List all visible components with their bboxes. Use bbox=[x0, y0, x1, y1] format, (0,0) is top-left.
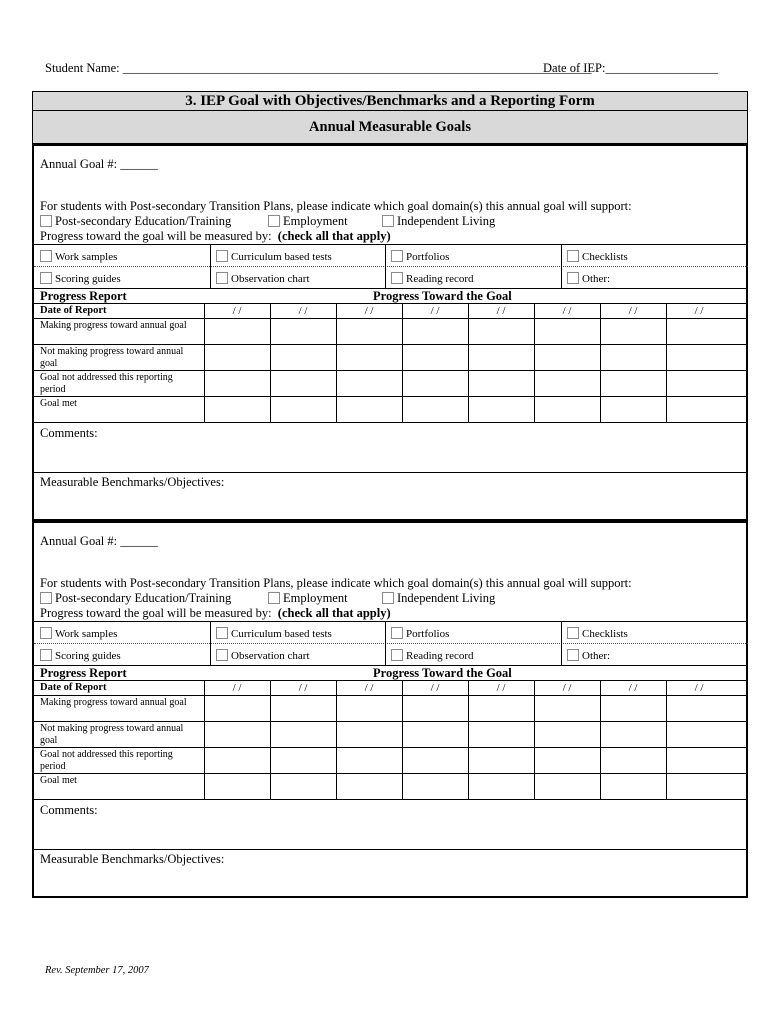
measure-reading-record[interactable] bbox=[391, 649, 474, 662]
grid-line bbox=[34, 721, 748, 722]
grid-line bbox=[468, 680, 469, 799]
grid-line bbox=[34, 621, 748, 622]
measure-curriculum-tests[interactable] bbox=[216, 627, 332, 640]
grid-line bbox=[336, 680, 337, 799]
measure-label: Curriculum based tests bbox=[231, 628, 332, 640]
grid-line bbox=[34, 303, 748, 304]
revision-note: Rev. September 17, 2007 bbox=[45, 965, 149, 976]
grid-line bbox=[204, 303, 205, 422]
student-name-field[interactable]: Student Name: ___________________________________________________________________________ bbox=[45, 61, 592, 75]
grid-line bbox=[34, 370, 748, 371]
checkbox-icon[interactable] bbox=[391, 250, 403, 262]
measure-checklists[interactable] bbox=[567, 250, 628, 263]
title-divider bbox=[33, 110, 747, 111]
grid-line bbox=[34, 244, 748, 245]
form-subtitle: Annual Measurable Goals bbox=[309, 119, 471, 135]
date-slot-1[interactable]: / / bbox=[232, 682, 242, 694]
grid-line bbox=[34, 422, 748, 423]
grid-line bbox=[385, 621, 386, 665]
grid-line bbox=[210, 244, 211, 288]
measure-label: Work samples bbox=[55, 628, 118, 640]
progress-toward-goal-label: Progress Toward the Goal bbox=[373, 289, 512, 303]
measure-label: Observation chart bbox=[231, 650, 310, 662]
measure-label: Portfolios bbox=[406, 251, 450, 263]
measure-portfolios[interactable] bbox=[391, 250, 449, 263]
date-slot-5[interactable]: / / bbox=[496, 682, 506, 694]
checkbox-icon[interactable] bbox=[567, 250, 579, 262]
date-of-iep-field[interactable]: Date of IEP:__________________ bbox=[543, 61, 718, 75]
grid-line bbox=[534, 680, 535, 799]
domain-label: Independent Living bbox=[397, 591, 496, 605]
measured-by-line bbox=[40, 606, 391, 621]
domain-postsecondary[interactable] bbox=[40, 214, 231, 229]
measure-label: Scoring guides bbox=[55, 650, 121, 662]
date-slot-7[interactable]: / / bbox=[628, 682, 638, 694]
measure-reading-record[interactable] bbox=[391, 272, 474, 285]
progress-report-label: Progress Report bbox=[40, 289, 127, 303]
date-slot-2[interactable]: / / bbox=[298, 305, 308, 317]
measured-by-label: Progress toward the goal will be measured by: bbox=[40, 229, 272, 243]
measure-curriculum-tests[interactable] bbox=[216, 250, 332, 263]
date-of-report-label: Date of Report bbox=[40, 305, 107, 316]
status-making-progress: Making progress toward annual goal bbox=[40, 320, 187, 331]
grid-line bbox=[34, 747, 748, 748]
date-slot-6[interactable]: / / bbox=[562, 305, 572, 317]
date-slot-4[interactable]: / / bbox=[430, 305, 440, 317]
checkbox-icon[interactable] bbox=[40, 272, 52, 284]
form-title-box bbox=[32, 91, 748, 144]
status-goal-met: Goal met bbox=[40, 398, 77, 409]
grid-line bbox=[402, 680, 403, 799]
domain-label: Post-secondary Education/Training bbox=[55, 214, 232, 228]
annual-goal-number-field[interactable]: Annual Goal #: ______ bbox=[40, 534, 158, 548]
checkbox-icon[interactable] bbox=[567, 649, 579, 661]
benchmarks-label: Measurable Benchmarks/Objectives: bbox=[40, 475, 225, 489]
grid-line bbox=[270, 303, 271, 422]
date-slot-3[interactable]: / / bbox=[364, 682, 374, 694]
checkbox-icon[interactable] bbox=[216, 250, 228, 262]
check-all-note: (check all that apply) bbox=[277, 606, 391, 620]
date-slot-3[interactable]: / / bbox=[364, 305, 374, 317]
grid-line bbox=[385, 244, 386, 288]
grid-line bbox=[336, 303, 337, 422]
measure-observation-chart[interactable] bbox=[216, 649, 310, 662]
grid-line bbox=[666, 303, 667, 422]
progress-report-label: Progress Report bbox=[40, 666, 127, 680]
checkbox-icon[interactable] bbox=[40, 215, 52, 227]
grid-line bbox=[600, 680, 601, 799]
grid-line bbox=[534, 303, 535, 422]
status-making-progress: Making progress toward annual goal bbox=[40, 697, 187, 708]
goal-block bbox=[32, 144, 748, 521]
measure-checklists[interactable] bbox=[567, 627, 628, 640]
measure-label: Work samples bbox=[55, 251, 118, 263]
comments-label: Comments: bbox=[40, 803, 98, 817]
grid-line bbox=[561, 244, 562, 288]
transition-prompt: For students with Post-secondary Transition Plans, please indicate which goal domain(s) this annual goal will support: bbox=[40, 199, 632, 213]
measure-label: Reading record bbox=[406, 273, 474, 285]
domain-postsecondary[interactable] bbox=[40, 591, 231, 606]
domain-label: Employment bbox=[283, 591, 348, 605]
status-not-addressed: Goal not addressed this reporting period bbox=[40, 372, 173, 395]
status-not-making-progress: Not making progress toward annual goal bbox=[40, 346, 184, 369]
date-slot-6[interactable]: / / bbox=[562, 682, 572, 694]
date-slot-8[interactable]: / / bbox=[694, 682, 704, 694]
grid-line bbox=[34, 680, 748, 681]
checkbox-icon[interactable] bbox=[567, 272, 579, 284]
grid-line bbox=[270, 680, 271, 799]
status-not-making-progress: Not making progress toward annual goal bbox=[40, 723, 184, 746]
measure-work-samples[interactable] bbox=[40, 250, 117, 263]
checkbox-icon[interactable] bbox=[40, 592, 52, 604]
date-slot-1[interactable]: / / bbox=[232, 305, 242, 317]
checkbox-icon[interactable] bbox=[216, 272, 228, 284]
measure-label: Checklists bbox=[582, 251, 628, 263]
domain-employment[interactable] bbox=[268, 214, 348, 229]
comments-label: Comments: bbox=[40, 426, 98, 440]
checkbox-icon[interactable] bbox=[268, 592, 280, 604]
domain-employment[interactable] bbox=[268, 591, 348, 606]
checkbox-icon[interactable] bbox=[40, 627, 52, 639]
date-slot-8[interactable]: / / bbox=[694, 305, 704, 317]
checkbox-icon[interactable] bbox=[391, 649, 403, 661]
benchmarks-label: Measurable Benchmarks/Objectives: bbox=[40, 852, 225, 866]
checkbox-icon[interactable] bbox=[216, 649, 228, 661]
grid-line bbox=[34, 773, 748, 774]
goal-block bbox=[32, 521, 748, 898]
status-not-addressed: Goal not addressed this reporting period bbox=[40, 749, 173, 772]
grid-line bbox=[34, 396, 748, 397]
date-slot-5[interactable]: / / bbox=[496, 305, 506, 317]
grid-line bbox=[561, 621, 562, 665]
measure-scoring-guides[interactable] bbox=[40, 272, 121, 285]
measure-other[interactable] bbox=[567, 649, 610, 662]
grid-line bbox=[34, 643, 748, 644]
status-goal-met: Goal met bbox=[40, 775, 77, 786]
date-slot-4[interactable]: / / bbox=[430, 682, 440, 694]
measure-other[interactable] bbox=[567, 272, 610, 285]
date-of-report-label: Date of Report bbox=[40, 682, 107, 693]
checkbox-icon[interactable] bbox=[216, 627, 228, 639]
grid-line bbox=[34, 472, 748, 473]
transition-prompt: For students with Post-secondary Transition Plans, please indicate which goal domain(s) this annual goal will support: bbox=[40, 576, 632, 590]
measure-label: Reading record bbox=[406, 650, 474, 662]
domain-label: Post-secondary Education/Training bbox=[55, 591, 232, 605]
checkbox-icon[interactable] bbox=[391, 627, 403, 639]
progress-toward-goal-label: Progress Toward the Goal bbox=[373, 666, 512, 680]
check-all-note: (check all that apply) bbox=[277, 229, 391, 243]
grid-line bbox=[34, 695, 748, 696]
measure-label: Portfolios bbox=[406, 628, 450, 640]
measured-by-label: Progress toward the goal will be measured by: bbox=[40, 606, 272, 620]
checkbox-icon[interactable] bbox=[382, 592, 394, 604]
checkbox-icon[interactable] bbox=[40, 250, 52, 262]
measure-label: Checklists bbox=[582, 628, 628, 640]
measure-label: Observation chart bbox=[231, 273, 310, 285]
measure-label: Curriculum based tests bbox=[231, 251, 332, 263]
domain-label: Independent Living bbox=[397, 214, 496, 228]
checkbox-icon[interactable] bbox=[40, 649, 52, 661]
checkbox-icon[interactable] bbox=[567, 627, 579, 639]
grid-line bbox=[210, 621, 211, 665]
grid-line bbox=[34, 266, 748, 267]
domain-independent-living[interactable] bbox=[382, 591, 495, 606]
checkbox-icon[interactable] bbox=[391, 272, 403, 284]
domain-label: Employment bbox=[283, 214, 348, 228]
measure-label: Scoring guides bbox=[55, 273, 121, 285]
grid-line bbox=[34, 344, 748, 345]
annual-goal-number-field[interactable]: Annual Goal #: ______ bbox=[40, 157, 158, 171]
grid-line bbox=[34, 799, 748, 800]
date-slot-7[interactable]: / / bbox=[628, 305, 638, 317]
measure-work-samples[interactable] bbox=[40, 627, 117, 640]
domain-independent-living[interactable] bbox=[382, 214, 495, 229]
checkbox-icon[interactable] bbox=[382, 215, 394, 227]
grid-line bbox=[34, 849, 748, 850]
grid-line bbox=[666, 680, 667, 799]
measure-observation-chart[interactable] bbox=[216, 272, 310, 285]
measured-by-line bbox=[40, 229, 391, 244]
grid-line bbox=[468, 303, 469, 422]
measure-portfolios[interactable] bbox=[391, 627, 449, 640]
measure-label: Other: bbox=[582, 650, 611, 662]
grid-line bbox=[34, 318, 748, 319]
date-slot-2[interactable]: / / bbox=[298, 682, 308, 694]
measure-scoring-guides[interactable] bbox=[40, 649, 121, 662]
grid-line bbox=[600, 303, 601, 422]
measure-label: Other: bbox=[582, 273, 611, 285]
checkbox-icon[interactable] bbox=[268, 215, 280, 227]
grid-line bbox=[402, 303, 403, 422]
grid-line bbox=[204, 680, 205, 799]
form-title: 3. IEP Goal with Objectives/Benchmarks and a Reporting Form bbox=[185, 93, 595, 109]
